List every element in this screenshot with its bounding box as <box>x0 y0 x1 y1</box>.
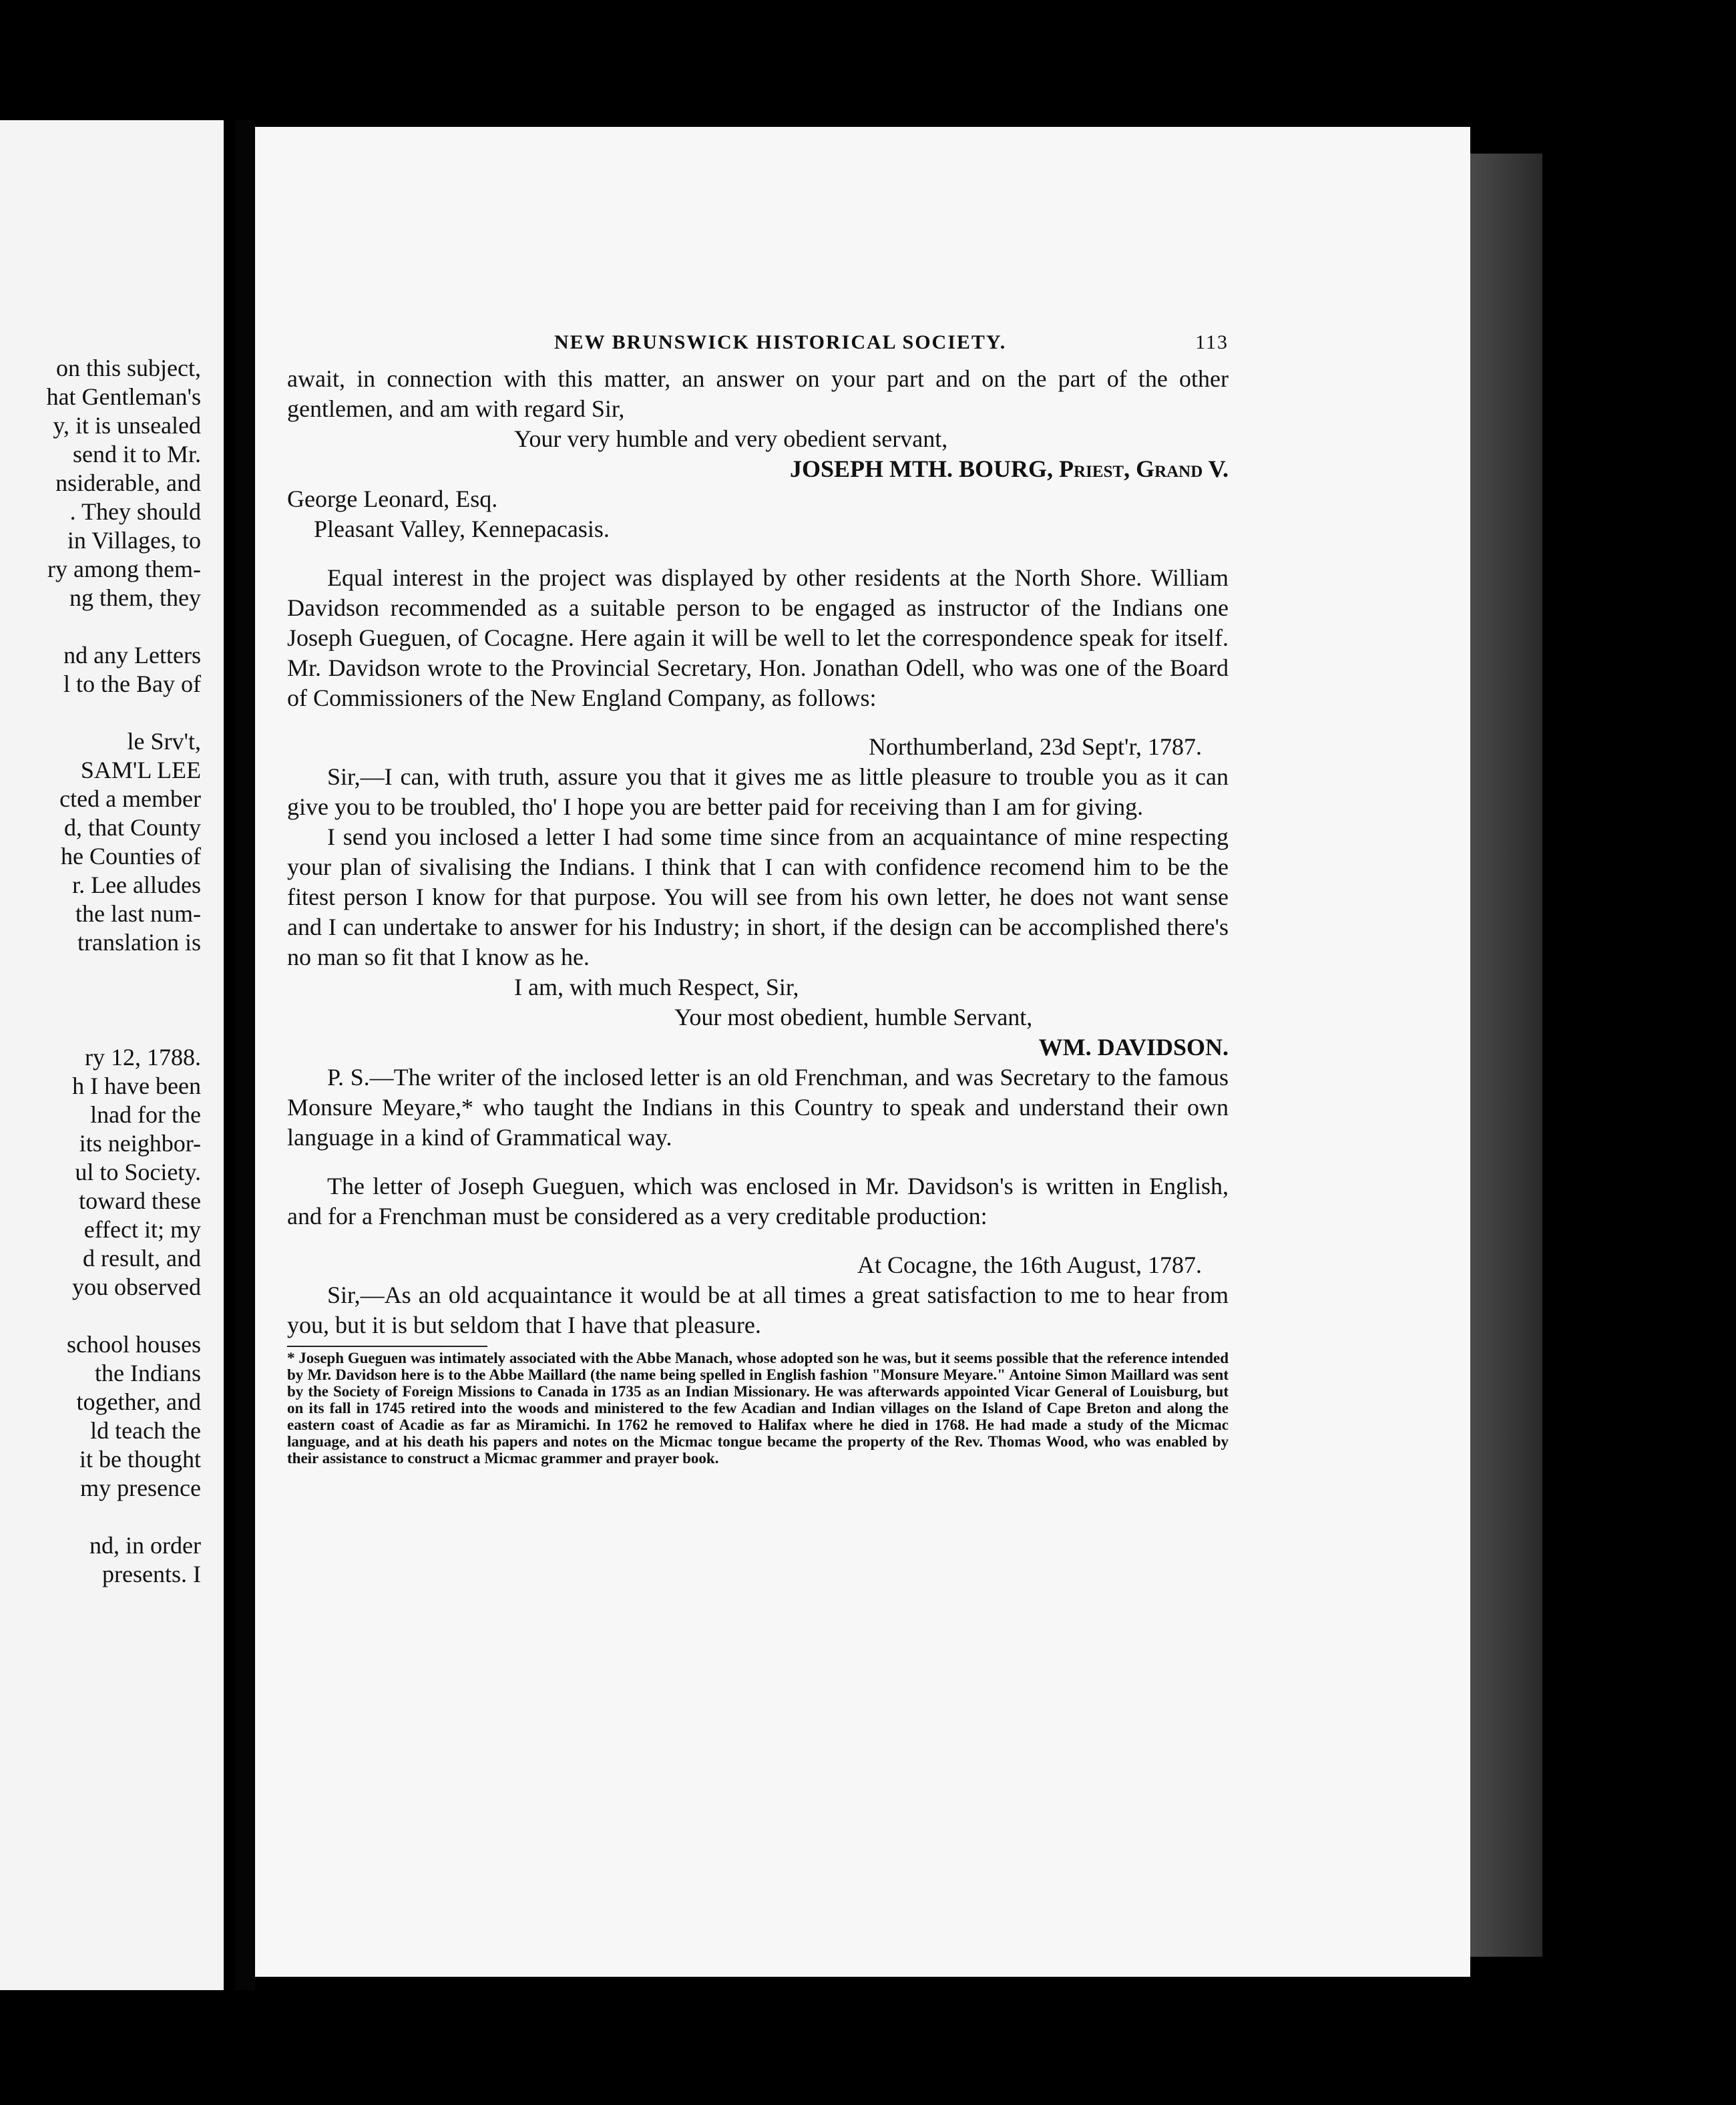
left-page <box>0 120 224 1990</box>
left-page-line: toward these <box>79 1187 201 1214</box>
letter-paragraph: I send you inclosed a letter I had some time since from an acquaintance of mine respecting your plan of sivalising the Indians. I think that I can with confidence recomend him to be the fitest person I know for that purpose. You will see from his own letter, he does not want sense and I can undertake to answer for his Industry; in short, if the design can be accomplished there's no man so fit that I know as he. <box>287 823 1229 970</box>
left-page-line: he Counties of <box>61 843 201 870</box>
left-page-line <box>47 699 201 727</box>
left-page-line: h I have been <box>72 1073 201 1099</box>
left-page-line: nsiderable, and <box>55 469 201 496</box>
left-page-line: presents. I <box>102 1561 201 1587</box>
left-page-line: ld teach the <box>90 1417 201 1444</box>
left-page-line: together, and <box>76 1388 201 1415</box>
dateline: At Cocagne, the 16th August, 1787. <box>857 1252 1202 1278</box>
left-page-line: . They should <box>69 498 201 525</box>
closing-line: Your most obedient, humble Servant, <box>674 1004 1033 1030</box>
running-title: NEW BRUNSWICK HISTORICAL SOCIETY. <box>554 331 1007 353</box>
left-page-line: school houses <box>67 1331 201 1358</box>
left-page-line: ul to Society. <box>75 1159 201 1185</box>
addressee-line: George Leonard, Esq. <box>287 486 498 512</box>
footnote-rule <box>287 1346 487 1347</box>
left-page-line: send it to Mr. <box>72 441 201 467</box>
footnote: * Joseph Gueguen was intimately associated with the Abbe Manach, whose adopted son he was, but it seems possible that the reference intended by Mr. Davidson here is to the Abbe Maillard (the name being spelled in English fashion "Monsure Meyare." Antoine Simon Maillard was sent by the Society of Foreign Missions to Canada in 1735 as an Indian Missionary. He was afterwards appointed Vicar General of Louisburg, but on its fall in 1745 retired into the woods and ministered to the few Acadian and Indian villages on the Island of Cape Breton and along the eastern coast of Acadie as far as Miramichi. In 1762 he removed to Halifax where he died in 1768. He had made a study of the Micmac language, and at his death his papers and notes on the Micmac tongue became the property of the Rev. Thomas Wood, who was enabled by their assistance to construct a Micmac grammer and prayer book. <box>287 1350 1229 1467</box>
left-page-line: nd any Letters <box>63 642 201 668</box>
letter-paragraph: Sir,—As an old acquaintance it would be at all times a great satisfaction to me to hear from you, but it is but seldom that I have that pleasure. <box>287 1282 1229 1338</box>
left-page-line: d, that County <box>64 814 201 841</box>
signature: JOSEPH MTH. BOURG, Priest, Grand V. <box>790 455 1229 482</box>
left-page-line: the last num- <box>75 900 201 927</box>
page-text-block <box>287 327 1229 1467</box>
left-page-line: r. Lee alludes <box>72 872 201 898</box>
left-page-line: d result, and <box>83 1245 201 1272</box>
postscript: P. S.—The writer of the inclosed letter is an old Frenchman, and was Secretary to the famous Monsure Meyare,* who taught the Indians in this Country to speak and understand their own language in a kind of Grammatical way. <box>287 1064 1229 1151</box>
left-page-line: y, it is unsealed <box>53 412 201 439</box>
left-page-line: ng them, they <box>69 584 201 611</box>
closing-line: I am, with much Respect, Sir, <box>514 974 799 1000</box>
left-page-text <box>47 354 201 1589</box>
left-page-line: it be thought <box>79 1446 201 1473</box>
closing-line: Your very humble and very obedient servant, <box>514 425 948 452</box>
left-page-line: ry 12, 1788. <box>85 1044 201 1071</box>
addressee-line: Pleasant Valley, Kennepacasis. <box>314 516 610 542</box>
left-page-line: translation is <box>77 929 201 956</box>
left-page-line: its neighbor- <box>79 1130 201 1157</box>
left-page-line: le Srv't, <box>127 728 201 755</box>
left-page-line: the Indians <box>95 1360 201 1386</box>
left-page-line: ry among them- <box>47 556 201 582</box>
letter-paragraph: Sir,—I can, with truth, assure you that it gives me as little pleasure to trouble you as it can give you to be troubled, tho' I hope you are better paid for receiving than I am for giving. <box>287 763 1229 820</box>
page-number: 113 <box>1195 331 1229 353</box>
left-page-line: l to the Bay of <box>63 671 201 697</box>
paragraph: Equal interest in the project was displayed by other residents at the North Shore. William Davidson recommended as a suitable person to be engaged as instructor of the Indians one Joseph Gueguen, of Cocagne. Here again it will be well to let the correspondence speak for itself. Mr. Davidson wrote to the Provincial Secretary, Hon. Jonathan Odell, who was one of the Board of Commissioners of the New England Company, as follows: <box>287 564 1229 711</box>
left-page-line: you observed <box>72 1274 201 1300</box>
running-head <box>287 327 1229 357</box>
left-page-line: cted a member <box>59 785 201 812</box>
left-page-line <box>47 1503 201 1531</box>
left-page-line: in Villages, to <box>67 527 201 554</box>
left-page-line: hat Gentleman's <box>46 383 201 410</box>
left-page-line: on this subject, <box>56 355 201 381</box>
left-page-line: effect it; my <box>83 1216 201 1243</box>
left-page-line <box>47 612 201 641</box>
paragraph: await, in connection with this matter, an answer on your part and on the part of the other gentlemen, and am with regard Sir, <box>287 365 1229 422</box>
left-page-line: SAM'L LEE <box>80 757 201 783</box>
book-gutter <box>235 120 255 1990</box>
left-page-line: my presence <box>80 1475 201 1501</box>
signature: WM. DAVIDSON. <box>1038 1034 1229 1061</box>
left-page-line <box>47 1302 201 1330</box>
left-page-line <box>47 986 201 1014</box>
left-page-line <box>47 957 201 986</box>
dateline: Northumberland, 23d Sept'r, 1787. <box>869 733 1202 760</box>
left-page-line: lnad for the <box>90 1101 201 1128</box>
left-page-line: nd, in order <box>89 1532 201 1559</box>
paragraph: The letter of Joseph Gueguen, which was enclosed in Mr. Davidson's is written in English, and for a Frenchman must be considered as a very creditable production: <box>287 1173 1229 1229</box>
left-page-line <box>47 1014 201 1043</box>
